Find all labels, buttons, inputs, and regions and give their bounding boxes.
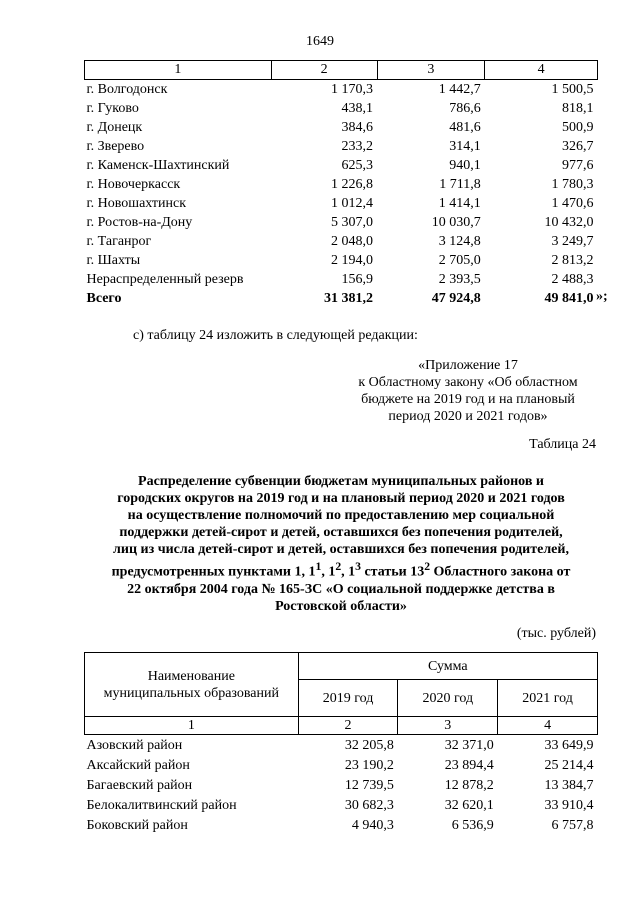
municipality-name: г. Таганрог: [86, 233, 152, 249]
amount-cell: 32 205,8: [344, 737, 394, 753]
total-label: Всего: [86, 290, 122, 306]
table-row: [85, 735, 598, 756]
table-row: [85, 795, 598, 815]
municipality-name: Азовский район: [86, 737, 183, 753]
amount-cell: 23 894,4: [444, 757, 494, 773]
column-number: 4: [498, 717, 598, 735]
municipality-name: г. Новошахтинск: [86, 195, 187, 211]
amount-cell: 2 813,2: [551, 252, 594, 268]
table-row: [85, 270, 598, 289]
appendix-line: бюджете на 2019 год и на плановый: [361, 392, 575, 407]
column-number-row: [85, 61, 598, 80]
amount-cell: 2 393,5: [438, 271, 481, 287]
amount-cell: 23 190,2: [344, 757, 394, 773]
year-header: 2021 год: [498, 680, 598, 717]
appendix-line: период 2020 и 2021 годов»: [388, 409, 548, 424]
total-amount: 47 924,8: [431, 290, 481, 306]
appendix-line: «Приложение 17: [418, 358, 518, 373]
title-line: Распределение субвенции бюджетам муниципальных районов и: [138, 474, 544, 489]
amount-cell: 438,1: [341, 100, 373, 116]
amount-cell: 3 249,7: [551, 233, 594, 249]
table-row: [85, 232, 598, 251]
title-line: Ростовской области»: [275, 598, 407, 614]
table-label: Таблица 24: [529, 437, 596, 452]
amount-cell: 13 384,7: [544, 777, 594, 793]
amount-cell: 1 414,1: [438, 195, 481, 211]
amount-cell: 314,1: [449, 138, 481, 154]
amount-cell: 940,1: [449, 157, 481, 173]
amount-cell: 500,9: [562, 119, 594, 135]
amount-cell: 384,6: [341, 119, 373, 135]
column-number: 3: [377, 61, 485, 80]
amount-cell: 786,6: [449, 100, 481, 116]
municipality-name: Белокалитвинский район: [86, 797, 237, 813]
amount-cell: 481,6: [449, 119, 481, 135]
table-row: [85, 775, 598, 795]
amount-cell: 30 682,3: [344, 797, 394, 813]
amount-cell: 1 170,3: [331, 81, 373, 97]
amount-cell: 1 470,6: [551, 195, 594, 211]
title-line: городских округов на 2019 год и на плановый период 2020 и 2021 годов: [117, 491, 565, 506]
budget-table-continuation: [84, 60, 598, 308]
amount-cell: 4 940,3: [351, 817, 394, 833]
amount-cell: 33 910,4: [544, 797, 594, 813]
amount-cell: 2 705,0: [438, 252, 481, 268]
amount-cell: 1 442,7: [438, 81, 481, 97]
amount-cell: 33 649,9: [544, 737, 594, 753]
appendix-line: к Областному закону «Об областном: [358, 375, 578, 390]
municipality-name: г. Волгодонск: [86, 81, 168, 97]
amount-cell: 12 878,2: [444, 777, 494, 793]
name-column-header: Наименование муниципальных образований: [85, 653, 299, 717]
column-number: 2: [271, 61, 377, 80]
page-number: 1649: [306, 34, 334, 49]
municipality-name: Аксайский район: [86, 757, 190, 773]
table-row: [85, 118, 598, 137]
municipality-name: г. Шахты: [86, 252, 141, 268]
amount-cell: 977,6: [562, 157, 594, 173]
amount-cell: 156,9: [341, 271, 373, 287]
amount-cell: 5 307,0: [331, 214, 373, 230]
municipality-name: г. Новочеркасск: [86, 176, 181, 192]
column-number: 2: [298, 717, 398, 735]
amount-cell: 2 048,0: [331, 233, 373, 249]
amount-cell: 1 711,8: [439, 176, 481, 192]
title-line: 22 октября 2004 года № 165-ЗС «О социальной поддержке детства в: [127, 581, 555, 597]
units-label: (тыс. рублей): [516, 626, 596, 641]
total-amount: 31 381,2: [324, 290, 373, 306]
amount-cell: 326,7: [562, 138, 594, 154]
amount-cell: 2 194,0: [331, 252, 373, 268]
column-number: 1: [85, 61, 272, 80]
table-row: [85, 815, 598, 835]
municipality-name: г. Гуково: [86, 100, 139, 116]
year-header: 2020 год: [398, 680, 498, 717]
table-row: [85, 137, 598, 156]
subvention-table: [84, 652, 598, 835]
amount-cell: 625,3: [341, 157, 373, 173]
amount-cell: 1 226,8: [331, 176, 373, 192]
municipality-name: Багаевский район: [86, 777, 193, 793]
amendment-paragraph: с) таблицу 24 изложить в следующей редакции:: [133, 328, 418, 343]
amount-cell: 1 012,4: [331, 195, 373, 211]
total-amount: 49 841,0: [544, 290, 594, 306]
table-row: [85, 80, 598, 100]
amount-cell: 1 780,3: [551, 176, 594, 192]
amount-cell: 6 757,8: [551, 817, 594, 833]
title-line: на осуществление полномочий по предоставлению мер социальной: [127, 508, 555, 523]
amount-cell: 32 371,0: [444, 737, 494, 753]
table-row: [85, 251, 598, 270]
column-number: 1: [85, 717, 299, 735]
municipality-name: г. Каменск-Шахтинский: [86, 157, 230, 173]
municipality-name: г. Ростов-на-Дону: [86, 214, 193, 230]
year-header: 2019 год: [298, 680, 398, 717]
column-number: 3: [398, 717, 498, 735]
table-title: [84, 473, 598, 615]
sum-header: Сумма: [298, 653, 597, 680]
appendix-reference: [340, 357, 596, 425]
amount-cell: 1 500,5: [551, 81, 594, 97]
amount-cell: 2 488,3: [551, 271, 594, 287]
amount-cell: 12 739,5: [344, 777, 394, 793]
table-row: [85, 194, 598, 213]
table-row: [85, 755, 598, 775]
table-row: [85, 99, 598, 118]
amount-cell: 10 432,0: [544, 214, 594, 230]
amount-cell: 6 536,9: [451, 817, 494, 833]
municipality-name: г. Зверево: [86, 138, 145, 154]
municipality-name: г. Донецк: [86, 119, 143, 135]
amount-cell: 818,1: [562, 100, 594, 116]
total-row: [85, 289, 598, 308]
table-row: [85, 213, 598, 232]
table-row: [85, 175, 598, 194]
amount-cell: 233,2: [341, 138, 373, 154]
column-number: 4: [485, 61, 598, 80]
amount-cell: 10 030,7: [431, 214, 481, 230]
amount-cell: 32 620,1: [444, 797, 494, 813]
municipality-name: Боковский район: [86, 817, 188, 833]
table-row: [85, 156, 598, 175]
amount-cell: 25 214,4: [544, 757, 594, 773]
title-line: лиц из числа детей-сирот и детей, оставшихся без попечения родителей,: [113, 542, 569, 557]
municipality-name: Нераспределенный резерв: [86, 271, 244, 287]
title-line: предусмотренных пунктами 1, $1^1$, $1^2$, $1^3$ статьи $13^2$ Областного закона от: [111, 560, 571, 580]
amount-cell: 3 124,8: [438, 233, 481, 249]
title-line: поддержки детей-сирот и детей, оставшихся без попечения родителей,: [119, 525, 563, 540]
total-trailing-mark: »;: [596, 289, 608, 304]
